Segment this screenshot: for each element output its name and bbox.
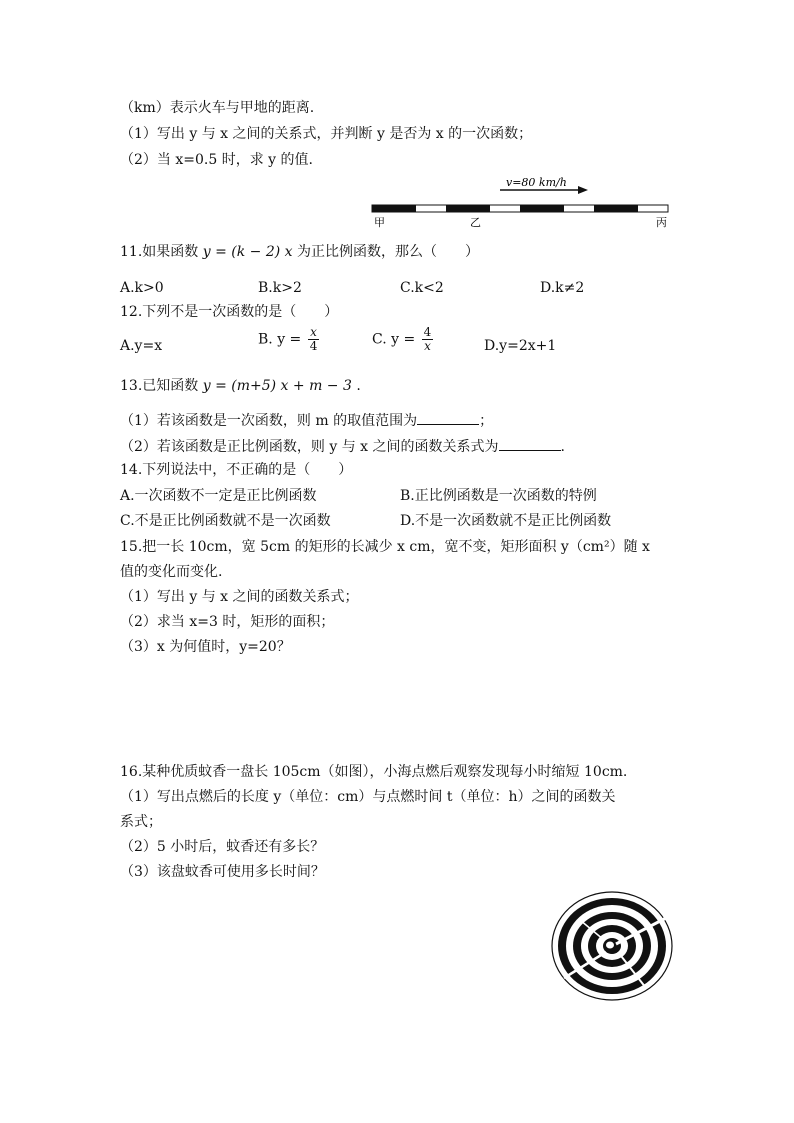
label-jia: 甲 <box>374 216 385 229</box>
q16-line-1: 16.某种优质蚊香一盘长 105cm（如图），小海点燃后观察发现每小时缩短 10cm. <box>120 764 628 780</box>
q15-part-2: （2）求当 x=3 时，矩形的面积； <box>120 614 335 630</box>
q11-formula: y = (k − 2) x <box>202 244 293 260</box>
q12-stem: 12.下列不是一次函数的是（ ） <box>120 304 339 320</box>
speed-label: v=80 km/h <box>506 176 567 189</box>
q16-part-3: （3）该盘蚊香可使用多长时间？ <box>120 864 325 880</box>
q13-part-2-end: . <box>560 439 565 455</box>
q12-option-d: D.y=2x+1 <box>484 338 557 354</box>
track-segment <box>372 205 416 212</box>
q12-option-b <box>258 326 321 353</box>
label-bing: 丙 <box>656 216 667 229</box>
q12-option-c-prefix: C. y = <box>372 331 416 348</box>
q16-part-2: （2）5 小时后，蚊香还有多长？ <box>120 839 325 855</box>
fraction-numerator: x <box>308 326 320 340</box>
q11-option-a: A.k>0 <box>120 280 164 296</box>
q15-line-1: 15.把一长 10cm，宽 5cm 的矩形的长减少 x cm，宽不变，矩形面积 y（cm²）随 x <box>120 539 650 555</box>
fraction-numerator: 4 <box>423 325 432 339</box>
q13-formula: y = (m+5) x + m − 3 <box>202 378 352 394</box>
q15-line-2: 值的变化而变化. <box>120 564 223 580</box>
train-figure <box>366 170 678 232</box>
q11-option-c: C.k<2 <box>400 280 444 296</box>
q11-stem <box>120 242 479 262</box>
q13-stem-suffix: . <box>356 378 361 394</box>
q14-option-c: C.不是正比例函数就不是一次函数 <box>120 513 331 529</box>
q15-part-3: （3）x 为何值时，y=20？ <box>120 639 291 655</box>
answer-blank <box>417 410 479 425</box>
q12-option-b-prefix: B. y = <box>258 331 302 348</box>
q16-part-1: （1）写出点燃后的长度 y（单位：cm）与点燃时间 t（单位：h）之间的函数关 <box>120 789 616 805</box>
q13-part-1 <box>120 410 493 431</box>
q11-stem-prefix: 11.如果函数 <box>120 244 199 260</box>
q13-stem-prefix: 13.已知函数 <box>120 378 199 394</box>
track-segment <box>594 205 638 212</box>
arrow-head-icon <box>578 186 588 194</box>
q16-part-1-cont: 系式； <box>120 814 162 830</box>
q12-option-c-fraction <box>422 326 434 353</box>
q13-stem <box>120 376 361 396</box>
q14-option-d: D.不是一次函数就不是正比例函数 <box>400 513 612 529</box>
q14-option-b: B.正比例函数是一次函数的特例 <box>400 488 597 504</box>
q12-option-b-fraction <box>308 326 320 353</box>
q14-option-a: A.一次函数不一定是正比例函数 <box>120 488 317 504</box>
mosquito-coil-figure <box>550 890 674 1002</box>
q13-part-1-text: （1）若该函数是一次函数，则 m 的取值范围为 <box>120 413 418 429</box>
q13-part-2-text: （2）若该函数是正比例函数，则 y 与 x 之间的函数关系式为 <box>120 439 499 455</box>
track-segment <box>446 205 490 212</box>
fraction-denominator: x <box>424 339 431 353</box>
q14-stem: 14.下列说法中，不正确的是（ ） <box>120 462 353 478</box>
q12-option-c <box>372 326 435 353</box>
q11-stem-suffix: 为正比例函数，那么（ ） <box>297 244 480 260</box>
q15-part-1: （1）写出 y 与 x 之间的函数关系式； <box>120 589 359 605</box>
q13-part-1-end: ； <box>479 413 494 429</box>
q10-part-1: （1）写出 y 与 x 之间的关系式，并判断 y 是否为 x 的一次函数； <box>120 126 533 142</box>
q12-option-a: A.y=x <box>120 338 163 354</box>
q10-part-2: （2）当 x=0.5 时，求 y 的值. <box>120 152 313 168</box>
label-yi: 乙 <box>470 216 481 229</box>
q10-line-1: （km）表示火车与甲地的距离. <box>120 100 315 116</box>
q13-part-2 <box>120 436 565 457</box>
q11-option-b: B.k>2 <box>258 280 302 296</box>
q11-option-d: D.k≠2 <box>540 280 585 296</box>
train-track-diagram <box>366 170 678 232</box>
track-segment <box>520 205 564 212</box>
fraction-denominator: 4 <box>309 339 318 353</box>
answer-blank <box>499 436 561 451</box>
mosquito-coil-icon <box>550 890 674 1002</box>
